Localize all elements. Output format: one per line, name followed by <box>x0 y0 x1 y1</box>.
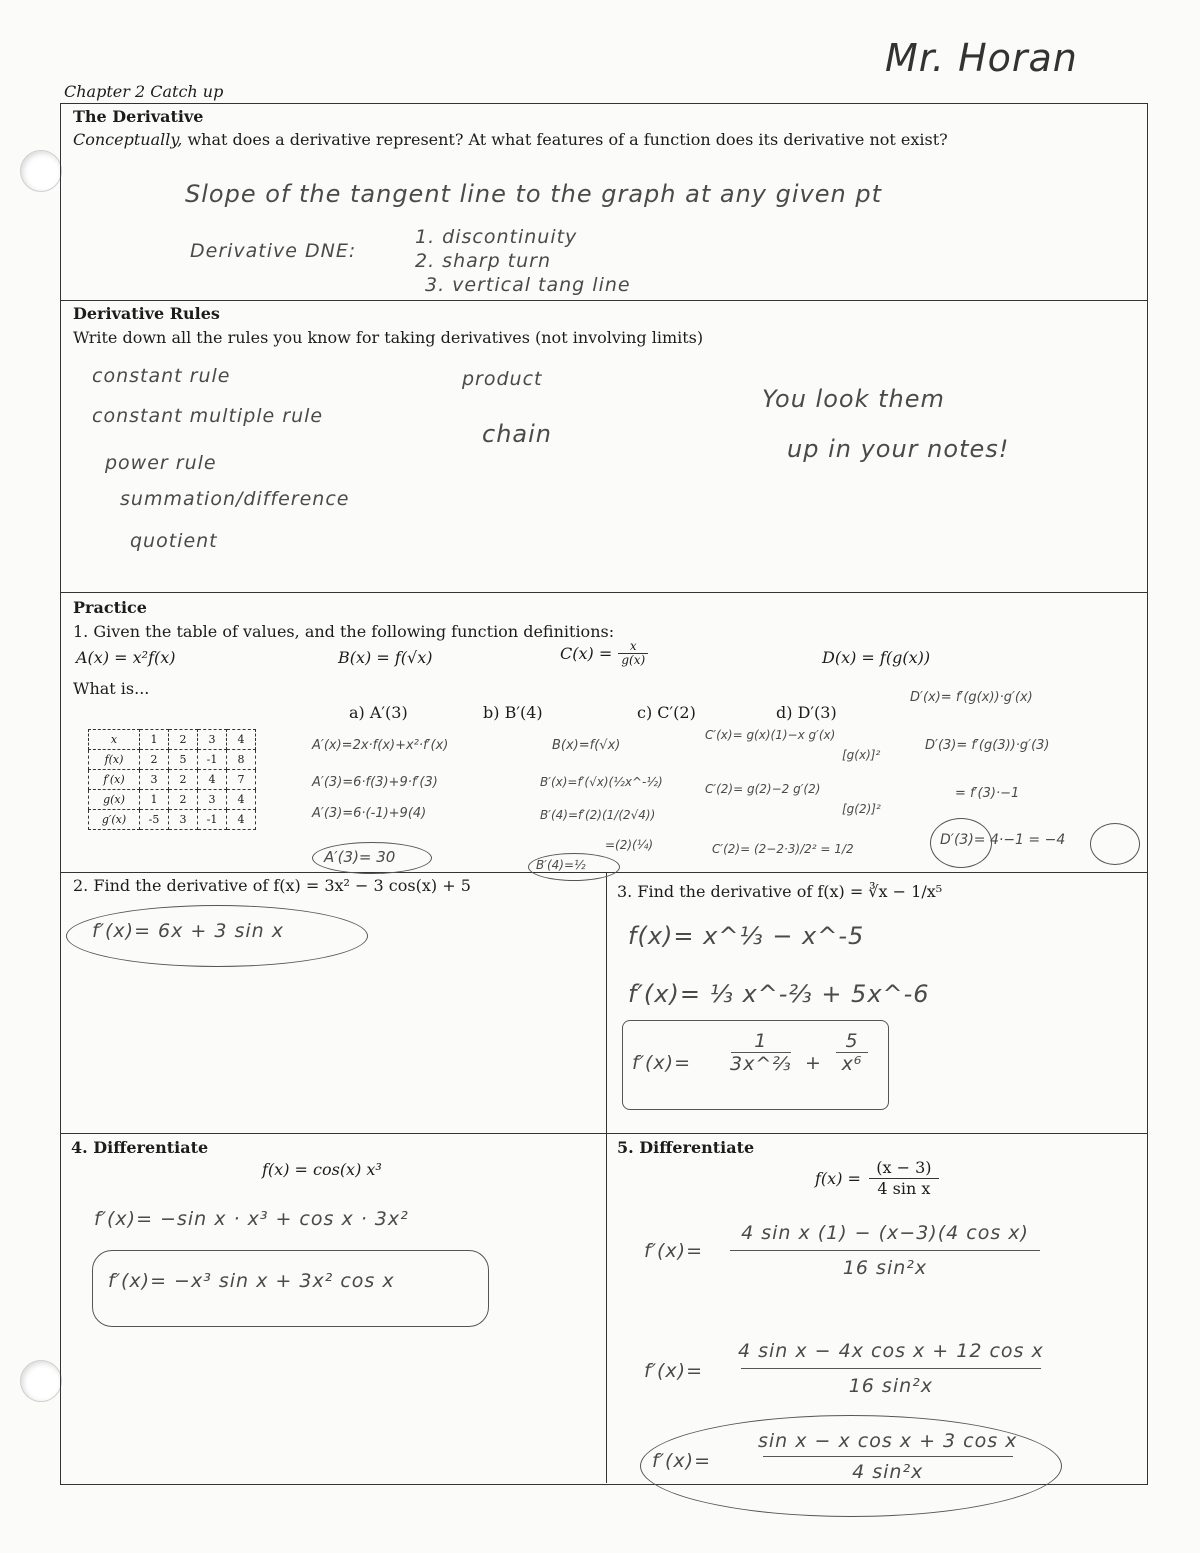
part-c-label: c) C′(2) <box>637 703 696 722</box>
work-c-3: C′(2)= (2−2·3)/2² = 1/2 <box>712 842 854 856</box>
table-cell: 4 <box>227 790 256 810</box>
q4-prompt: 4. Differentiate <box>71 1138 209 1157</box>
work-c-1-den: [g(x)]² <box>842 748 881 762</box>
work-a-3: A′(3)=6·(-1)+9(4) <box>312 806 427 821</box>
table-cell: 3 <box>140 770 169 790</box>
table-cell: x <box>89 730 140 750</box>
table-cell: f(x) <box>89 750 140 770</box>
section-heading-practice: Practice <box>73 598 147 617</box>
q5-step1-den: 16 sin²x <box>842 1257 928 1279</box>
table-cell: -1 <box>198 750 227 770</box>
table-cell: f′(x) <box>89 770 140 790</box>
table-row <box>89 770 256 790</box>
what-is-label: What is... <box>73 679 150 698</box>
rule-quotient: quotient <box>130 530 218 552</box>
q5-function <box>815 1158 939 1199</box>
table-cell: 2 <box>169 790 198 810</box>
work-c-1: C′(x)= g(x)(1)−x g′(x) <box>705 728 836 742</box>
dne-item-3: 3. vertical tang line <box>425 274 631 296</box>
rule-power: power rule <box>105 452 217 474</box>
table-cell: g′(x) <box>89 810 140 830</box>
q3-answer-frac1 <box>730 1030 792 1075</box>
q4-step1: f′(x)= −sin x · x³ + cos x · 3x² <box>94 1208 409 1230</box>
work-a-2: A′(3)=6·f(3)+9·f′(3) <box>312 775 438 790</box>
author-signature: Mr. Horan <box>885 36 1078 80</box>
q5-func-lhs: f(x) = <box>815 1169 861 1188</box>
answer-d-value-circle <box>1090 823 1140 865</box>
table-cell: 4 <box>227 730 256 750</box>
q3-frac1-den: 3x^⅔ <box>730 1053 792 1075</box>
work-c-2-den: [g(2)]² <box>842 802 881 816</box>
q3-step2: f′(x)= ⅓ x^-⅔ + 5x^-6 <box>628 980 930 1008</box>
table-cell: 5 <box>169 750 198 770</box>
table-cell: 8 <box>227 750 256 770</box>
q5-step2-den: 16 sin²x <box>848 1375 934 1397</box>
def-C-den: g(x) <box>621 653 646 667</box>
divider-q4 <box>60 1133 1148 1134</box>
table-row <box>89 790 256 810</box>
work-b-2: B′(x)=f′(√x)(½x^-½) <box>540 775 663 789</box>
table-cell: -5 <box>140 810 169 830</box>
table-cell: 7 <box>227 770 256 790</box>
q3-answer-plus: + <box>805 1052 822 1074</box>
table-row <box>89 810 256 830</box>
table-cell: 2 <box>140 750 169 770</box>
rule-constant: constant rule <box>92 365 231 387</box>
table-cell: 4 <box>198 770 227 790</box>
q3-step1: f(x)= x^⅓ − x^-5 <box>628 922 865 950</box>
work-d-answer: D′(3)= 4·−1 = −4 <box>940 832 1066 848</box>
work-d-1: D′(x)= f′(g(x))·g′(x) <box>910 690 1033 705</box>
q4-answer: f′(x)= −x³ sin x + 3x² cos x <box>108 1270 395 1292</box>
q5-prompt: 5. Differentiate <box>617 1138 755 1157</box>
table-cell: 1 <box>140 790 169 810</box>
work-b-4: =(2)(¼) <box>605 838 654 852</box>
q5-func-den: 4 sin x <box>877 1179 931 1198</box>
table-cell: 4 <box>227 810 256 830</box>
work-b-answer: B′(4)=½ <box>536 858 586 872</box>
q3-frac2-den: x⁶ <box>841 1053 863 1075</box>
divider-vertical <box>606 872 607 1483</box>
work-d-2: D′(3)= f′(g(3))·g′(3) <box>925 738 1050 753</box>
def-D: D(x) = f(g(x)) <box>822 648 931 667</box>
q5-step2-num: 4 sin x − 4x cos x + 12 cos x <box>738 1340 1044 1362</box>
question-lead: Conceptually, <box>73 130 183 149</box>
def-C <box>560 640 648 667</box>
q5-func-num: (x − 3) <box>876 1158 932 1177</box>
chapter-title: Chapter 2 Catch up <box>64 82 224 101</box>
q5-step1-num: 4 sin x (1) − (x−3)(4 cos x) <box>741 1222 1029 1244</box>
dne-label: Derivative DNE: <box>190 240 357 262</box>
punch-hole-bottom <box>20 1360 62 1402</box>
conceptual-question <box>73 130 948 149</box>
table-row <box>89 750 256 770</box>
rule-constant-multiple: constant multiple rule <box>92 405 324 427</box>
q3-prompt: 3. Find the derivative of f(x) = ∛x − 1/x⁵ <box>617 882 943 901</box>
rule-product: product <box>462 368 543 390</box>
table-cell: 3 <box>169 810 198 830</box>
q5-step3-den: 4 sin²x <box>852 1461 924 1483</box>
dne-item-2: 2. sharp turn <box>415 250 552 272</box>
q5-step1-lhs: f′(x)= <box>644 1240 703 1262</box>
q5-step2-lhs: f′(x)= <box>644 1360 703 1382</box>
note-line-1: You look them <box>762 385 945 413</box>
table-cell: 1 <box>140 730 169 750</box>
q3-frac1-num: 1 <box>754 1030 768 1052</box>
part-b-label: b) B′(4) <box>483 703 543 722</box>
q5-step3-frac <box>758 1430 1017 1483</box>
q5-step3-lhs: f′(x)= <box>652 1450 711 1472</box>
q3-answer-lhs: f′(x)= <box>632 1052 691 1074</box>
table-cell: -1 <box>198 810 227 830</box>
work-b-3: B′(4)=f′(2)(1/(2√4)) <box>540 808 656 822</box>
def-B: B(x) = f(√x) <box>338 648 433 667</box>
q3-frac2-num: 5 <box>845 1030 859 1052</box>
q4-function: f(x) = cos(x) x³ <box>262 1160 382 1179</box>
part-a-label: a) A′(3) <box>349 703 408 722</box>
table-cell: 3 <box>198 790 227 810</box>
table-cell: g(x) <box>89 790 140 810</box>
section-heading-rules: Derivative Rules <box>73 304 220 323</box>
q5-step3-num: sin x − x cos x + 3 cos x <box>758 1430 1018 1452</box>
q1-prompt: 1. Given the table of values, and the following function definitions: <box>73 622 615 641</box>
table-cell: 2 <box>169 730 198 750</box>
dne-item-1: 1. discontinuity <box>415 226 578 248</box>
work-b-1: B(x)=f(√x) <box>552 738 621 753</box>
answer-line: Slope of the tangent line to the graph at any given pt <box>185 180 882 208</box>
table-cell: 3 <box>198 730 227 750</box>
question-rest: what does a derivative represent? At what features of a function does its derivative not exist? <box>182 130 948 149</box>
q2-answer: f′(x)= 6x + 3 sin x <box>92 920 284 942</box>
section-heading-derivative: The Derivative <box>73 107 204 126</box>
work-d-3: = f′(3)·−1 <box>955 786 1020 801</box>
rules-prompt: Write down all the rules you know for taking derivatives (not involving limits) <box>73 328 704 347</box>
rule-chain: chain <box>482 420 552 448</box>
q2-prompt: 2. Find the derivative of f(x) = 3x² − 3 cos(x) + 5 <box>73 876 471 895</box>
q5-step1-frac <box>730 1222 1040 1279</box>
punch-hole-top <box>20 150 62 192</box>
work-c-2: C′(2)= g(2)−2 g′(2) <box>705 782 821 796</box>
def-C-num: x <box>629 639 637 653</box>
note-line-2: up in your notes! <box>787 435 1010 463</box>
def-A: A(x) = x²f(x) <box>76 648 176 667</box>
rule-sum-difference: summation/difference <box>120 488 350 510</box>
divider-practice <box>60 592 1148 593</box>
q3-answer-frac2 <box>836 1030 868 1075</box>
q5-step2-frac <box>738 1340 1044 1397</box>
part-d-label: d) D′(3) <box>776 703 837 722</box>
work-a-1: A′(x)=2x·f(x)+x²·f′(x) <box>312 738 449 753</box>
table-cell: 2 <box>169 770 198 790</box>
def-C-lhs: C(x) = <box>560 644 613 663</box>
table-row <box>89 730 256 750</box>
work-a-answer: A′(3)= 30 <box>324 848 396 866</box>
divider-rules <box>60 300 1148 301</box>
values-table <box>88 729 256 830</box>
